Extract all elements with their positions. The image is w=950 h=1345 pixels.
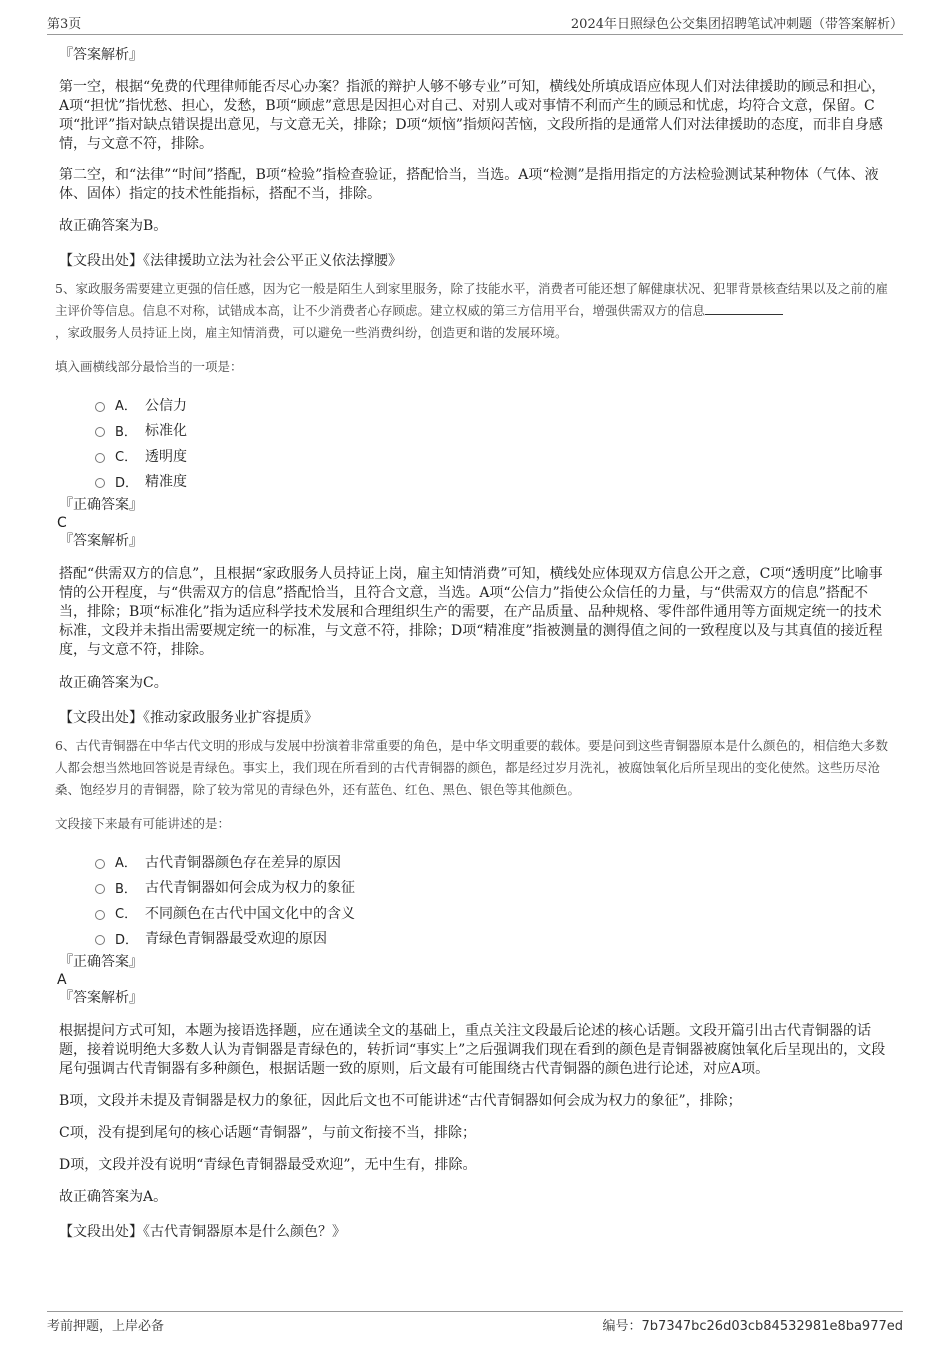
page-footer: [47, 1311, 903, 1334]
radio-icon[interactable]: [95, 859, 105, 869]
q6-answer: A: [57, 972, 67, 988]
q6-option-a[interactable]: A． 古代青铜器颜色存在差异的原因: [95, 849, 895, 875]
document-id: 编号：7b7347bc26d03cb84532981e8ba977ed: [602, 1319, 903, 1334]
page-header: [47, 12, 903, 35]
q4-conclusion: 故正确答案为B。: [59, 218, 168, 234]
q6-ask: 文段接下来最有可能讲述的是：: [55, 816, 231, 831]
q5-conclusion: 故正确答案为C。: [59, 675, 168, 691]
q6-analysis-b: B项，文段并未提及青铜器是权力的象征，因此后文也不可能讲述“古代青铜器如何会成为权力的象征”，排除；: [59, 1093, 742, 1109]
radio-icon[interactable]: [95, 478, 105, 488]
q5-option-d[interactable]: D． 精准度: [95, 469, 895, 495]
q6-source: 【文段出处】《古代青铜器原本是什么颜色？》: [59, 1224, 346, 1240]
analysis-label: 『答案解析』: [59, 47, 143, 63]
analysis-label: 『答案解析』: [59, 533, 143, 549]
q5-option-a[interactable]: A． 公信力: [95, 392, 895, 418]
correct-answer-label: 『正确答案』: [59, 497, 143, 513]
q5-option-c[interactable]: C． 透明度: [95, 443, 895, 469]
q4-source: 【文段出处】《法律援助立法为社会公平正义依法撑腰》: [59, 253, 402, 269]
correct-answer-label: 『正确答案』: [59, 954, 143, 970]
q6-stem: 6、古代青铜器在中华古代文明的形成与发展中扮演着非常重要的角色，是中华文明重要的载体。要是问到这些青铜器原本是什么颜色的，相信绝大多数人都会想当然地回答说是青绿色。事实上，我们现在所看到的古代青铜器的颜色，都是经过岁月洗礼，被腐蚀氧化后所呈现出的变化使然。这些历尽沧桑、饱经岁月的青铜器，除了较为常见的青绿色外，还有蓝色、红色、黑色、银色等其他颜色。: [55, 738, 888, 797]
q6-analysis-main: 根据提问方式可知，本题为接语选择题，应在通读全文的基础上，重点关注文段最后论述的核心话题。文段开篇引出古代青铜器的话题，接着说明绝大多数人认为青铜器是青绿色的，转折词“事实上”之后强调我们现在看到的颜色是青铜器被腐蚀氧化后呈现出的，文段尾句强调古代青铜器有多种颜色，根据话题一致的原则，后文最有可能围绕古代青铜器的颜色进行论述，对应A项。: [59, 1023, 886, 1077]
q6-options: [55, 849, 895, 951]
radio-icon[interactable]: [95, 884, 105, 894]
document-title: 2024年日照绿色公交集团招聘笔试冲刺题（带答案解析）: [570, 17, 903, 32]
q6-option-c[interactable]: C． 不同颜色在古代中国文化中的含义: [95, 900, 895, 926]
q4-analysis-blank1: 第一空，根据“免费的代理律师能否尽心办案？指派的辩护人够不够专业”可知，横线处所填成语应体现人们对法律援助的顾忌和担心，A项“担忧”指忧愁、担心，发愁，B项“顾虑”意思是因担心对自己、对别人或对事情不利而产生的顾忌和忧虑，均符合文意，保留。C项“批评”指对缺点错误提出意见，与文意无关，排除；D项“烦恼”指烦闷苦恼，文段所指的是通常人们对法律援助的态度，而非自身感情，与文意不符，排除。: [59, 79, 886, 152]
q5-options: [55, 392, 895, 494]
q5-source: 【文段出处】《推动家政服务业扩容提质》: [59, 710, 318, 726]
q5-analysis: 搭配“供需双方的信息”，且根据“家政服务人员持证上岗，雇主知情消费”可知，横线处应体现双方信息公开之意，C项“透明度”比喻事情的公开程度，与“供需双方的信息”搭配恰当，且符合文意，当选。A项“公信力”指使公众信任的力量，与“供需双方的信息”搭配不当，排除；B项“标准化”指为适应科学技术发展和合理组织生产的需要，在产品质量、品种规格、零件部件通用等方面规定统一的技术标准，文段并未指出需要规定统一的标准，与文意不符，排除；D项“精准度”指被测量的测得值之间的一致程度以及与其真值的接近程度，与文意不符，排除。: [59, 566, 883, 658]
radio-icon[interactable]: [95, 453, 105, 463]
radio-icon[interactable]: [95, 910, 105, 920]
q5-stem-part1: 5、家政服务需要建立更强的信任感，因为它一般是陌生人到家里服务，除了技能水平，消费者可能还想了解健康状况、犯罪背景核查结果以及之前的雇主评价等信息。信息不对称，试错成本高，让不少消费者心存顾虑。建立权威的第三方信用平台，增强供需双方的信息: [55, 281, 888, 318]
radio-icon[interactable]: [95, 935, 105, 945]
analysis-label: 『答案解析』: [59, 990, 143, 1006]
q5-option-b[interactable]: B． 标准化: [95, 418, 895, 444]
page-content: [55, 46, 895, 1242]
page-number: 第3页: [47, 17, 82, 32]
q5-answer: C: [57, 515, 67, 531]
q5-stem-part2: ，家政服务人员持证上岗，雇主知情消费，可以避免一些消费纠纷，创造更和谐的发展环境。: [55, 325, 568, 340]
q5-ask: 填入画横线部分最恰当的一项是：: [55, 359, 243, 374]
q6-analysis-c: C项，没有提到尾句的核心话题“青铜器”，与前文衔接不当，排除；: [59, 1125, 477, 1141]
q6-conclusion: 故正确答案为A。: [59, 1189, 168, 1205]
radio-icon[interactable]: [95, 402, 105, 412]
footer-slogan: 考前押题，上岸必备: [47, 1319, 165, 1334]
q4-analysis-blank2: 第二空，和“法律”“时间”搭配，B项“检验”指检查验证，搭配恰当，当选。A项“检测”是指用指定的方法检验测试某种物体（气体、液体、固体）指定的技术性能指标，搭配不当，排除。: [59, 167, 879, 202]
q6-option-b[interactable]: B． 古代青铜器如何会成为权力的象征: [95, 875, 895, 901]
q6-option-d[interactable]: D． 青绿色青铜器最受欢迎的原因: [95, 926, 895, 952]
q5-stem: [55, 278, 895, 344]
q5-fill-blank: [705, 304, 783, 315]
q6-analysis-d: D项，文段并没有说明“青绿色青铜器最受欢迎”，无中生有，排除。: [59, 1157, 477, 1173]
radio-icon[interactable]: [95, 427, 105, 437]
